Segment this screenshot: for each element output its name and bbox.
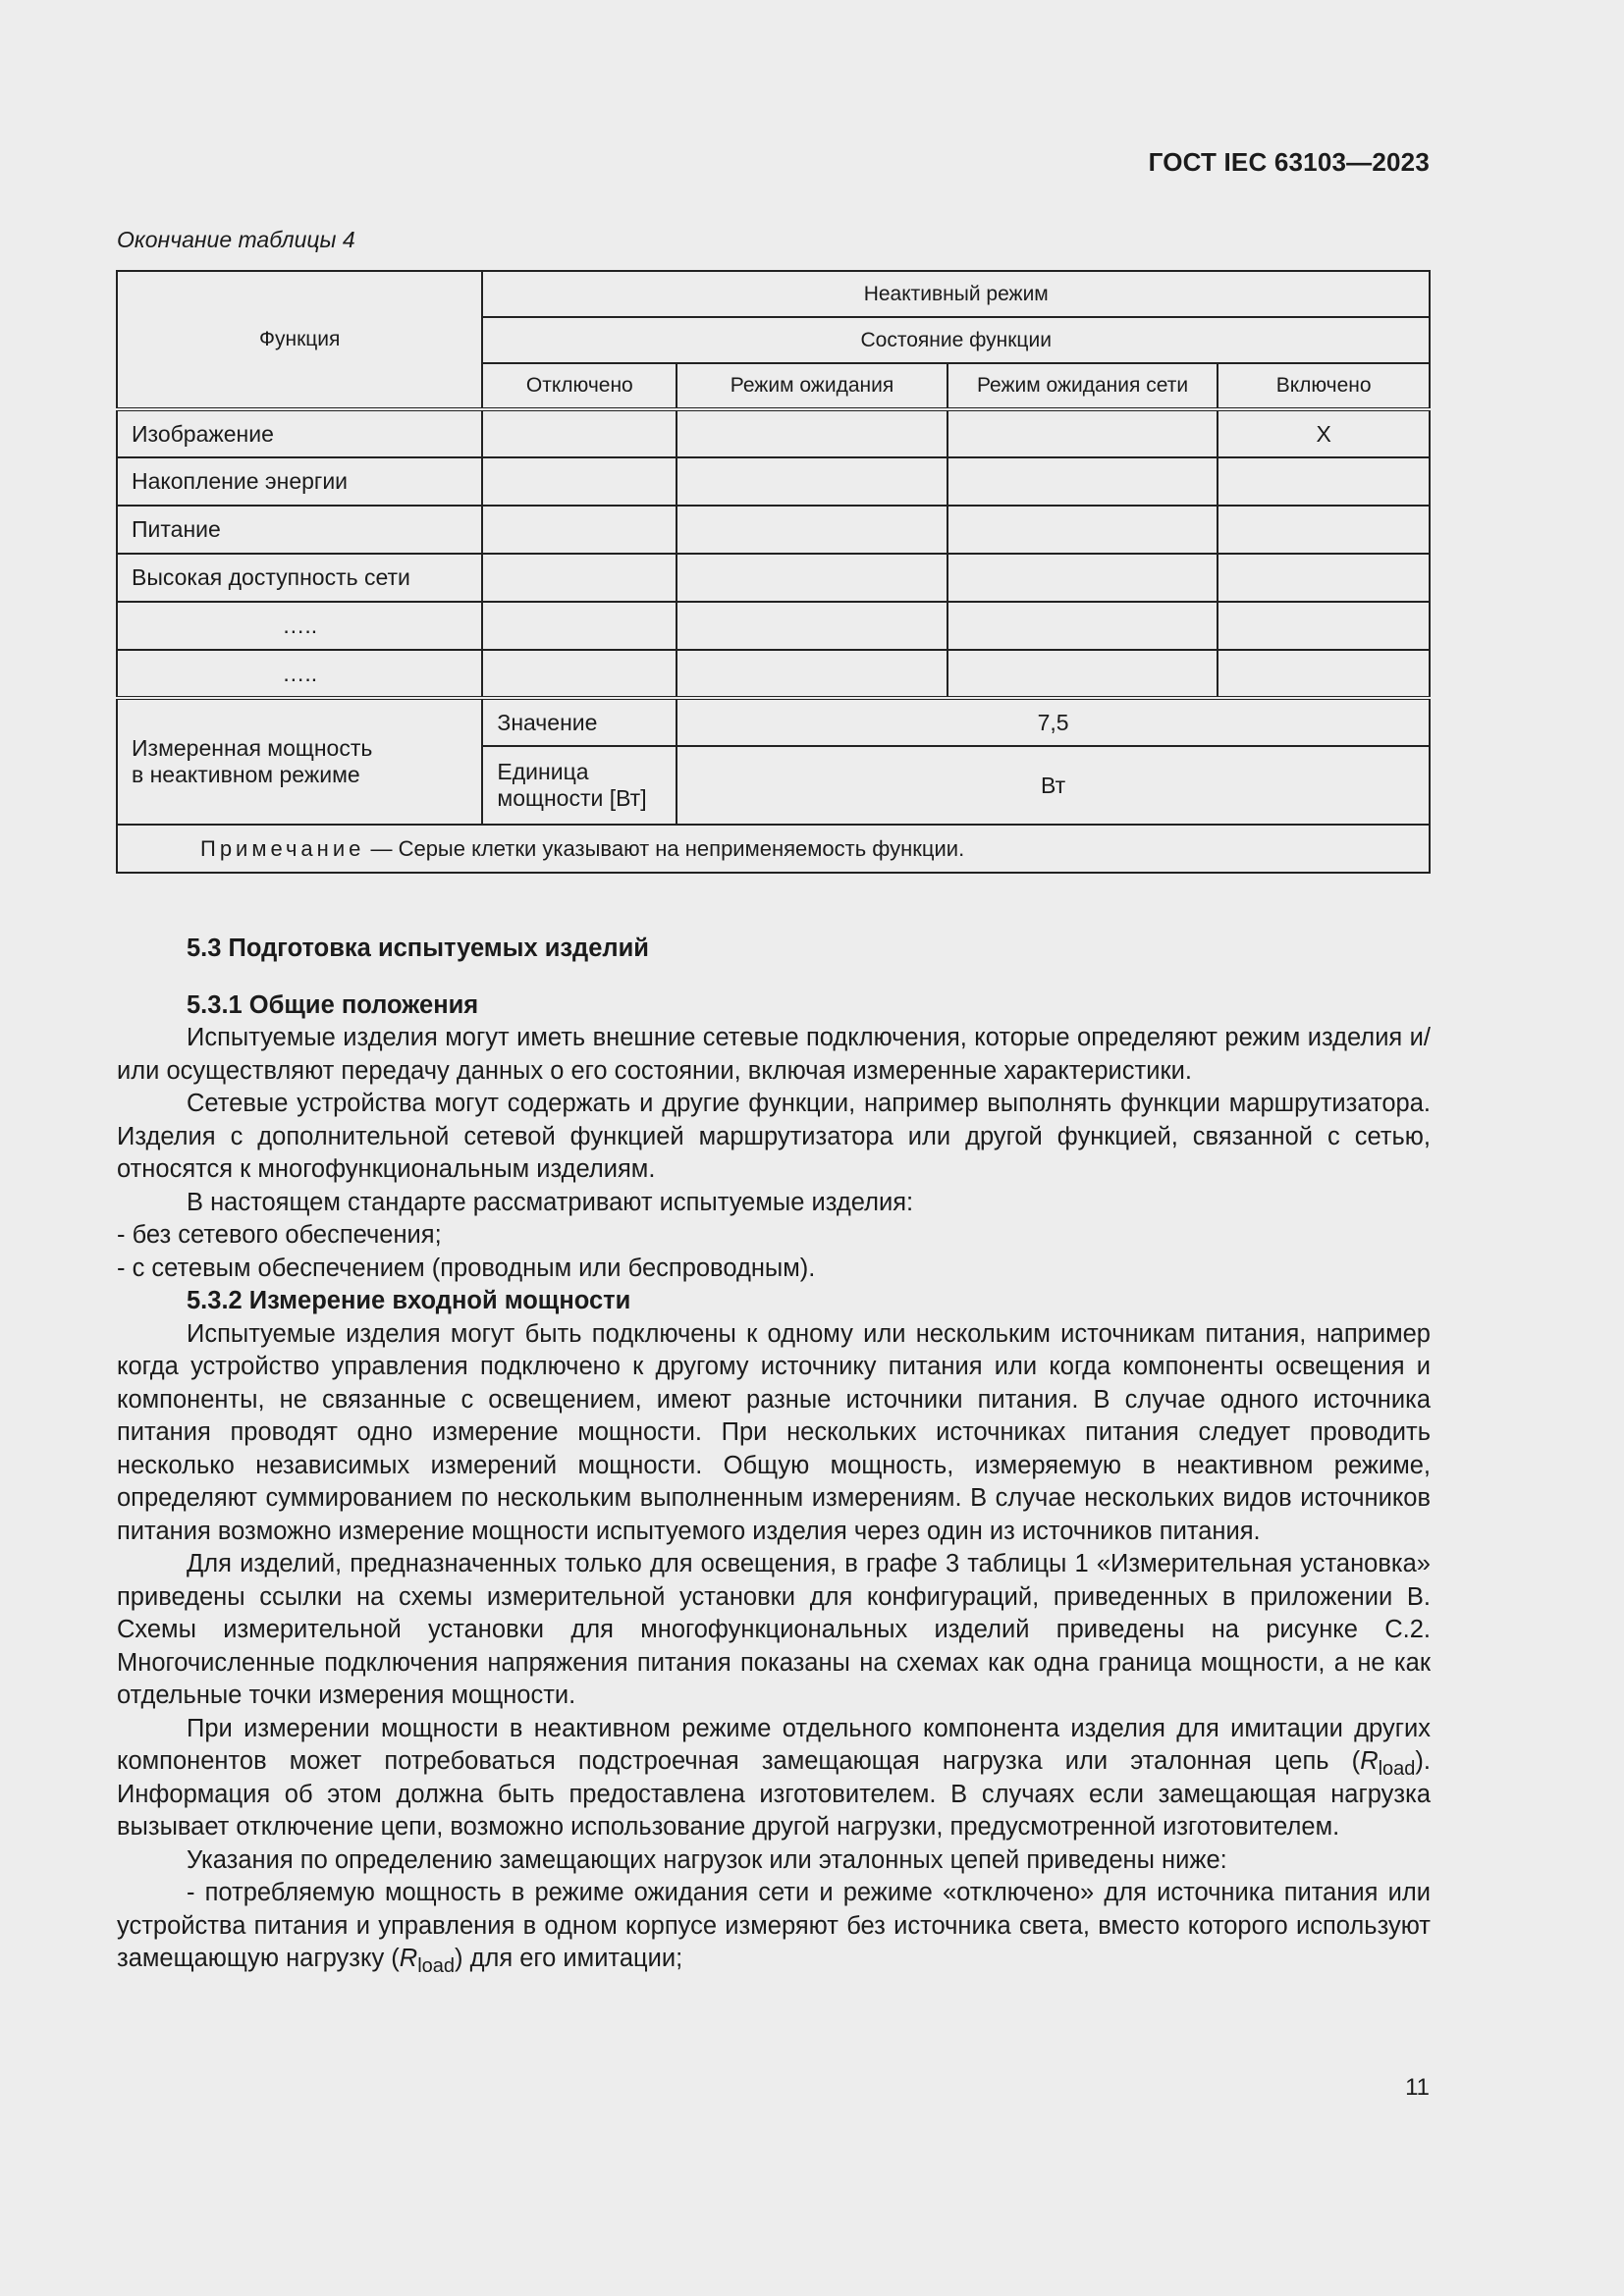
measured-power-label-line2: в неактивном режиме xyxy=(132,762,360,787)
measured-power-label xyxy=(117,698,482,825)
table-row xyxy=(117,602,1430,650)
table-cell xyxy=(947,409,1218,457)
unit-label xyxy=(482,746,677,825)
paragraph: Для изделий, предназначенных только для освещения, в графе 3 таблицы 1 «Измерительная установка» приведены ссылки на схемы измерительной установки для конфигураций, приведенных в приложении B. Схемы измерительной установки для многофункциональных изделий приведены на рисунке C.2. Многочисленные подключения напряжения питания показаны на схемах как одна граница мощности, а не как отдельные точки измерения мощности. xyxy=(117,1550,1431,1709)
column-header: Режим ожидания xyxy=(677,363,947,409)
paragraph xyxy=(117,1713,1431,1844)
note-row xyxy=(117,825,1430,873)
table-cell xyxy=(947,554,1218,602)
document-id-header: ГОСТ IEC 63103—2023 xyxy=(1148,147,1430,177)
table-row xyxy=(117,506,1430,554)
table-cell xyxy=(1218,554,1430,602)
r-symbol: R xyxy=(399,1945,418,1972)
table-4 xyxy=(116,270,1431,874)
unit-label-line1: Единица xyxy=(497,759,589,784)
table-cell xyxy=(482,554,677,602)
column-header: Включено xyxy=(1218,363,1430,409)
function-name: ….. xyxy=(117,602,482,650)
table-cell xyxy=(482,457,677,506)
table-cell xyxy=(677,457,947,506)
section-body xyxy=(117,933,1431,1976)
table-row xyxy=(117,457,1430,506)
function-name: Высокая доступность сети xyxy=(117,554,482,602)
table-cell xyxy=(482,409,677,457)
unit-label-line2: мощности [Вт] xyxy=(497,785,647,811)
r-symbol: R xyxy=(1360,1747,1379,1775)
load-subscript: load xyxy=(417,1955,456,1977)
table-cell xyxy=(947,650,1218,698)
paragraph: Сетевые устройства могут содержать и другие функции, например выполнять функции маршрутизатора. Изделия с дополнительной сетевой функцией маршрутизатора или другой функцией, связанной с сетью, относятся к многофункциональным изделиям. xyxy=(117,1090,1431,1183)
table-note xyxy=(117,825,1430,873)
table-cell xyxy=(1218,457,1430,506)
table-cell xyxy=(947,457,1218,506)
table-cell xyxy=(677,506,947,554)
note-label: Примечание xyxy=(200,835,365,861)
table-cell: X xyxy=(1218,409,1430,457)
measured-value: 7,5 xyxy=(677,698,1430,746)
table-cell xyxy=(947,506,1218,554)
table-row xyxy=(117,554,1430,602)
page-number: 11 xyxy=(1405,2074,1430,2101)
measured-power-row xyxy=(117,698,1430,746)
paragraph: В настоящем стандарте рассматривают испытуемые изделия: xyxy=(187,1188,914,1216)
table-caption: Окончание таблицы 4 xyxy=(117,227,355,252)
text-fragment: ). Информация об этом должна быть предоставлена изготовителем. В случаях если замещающая нагрузка вызывает отключение цепи, возможно использование другой нагрузки, предусмотренной изготовителем. xyxy=(117,1747,1431,1841)
state-header: Состояние функции xyxy=(482,317,1430,363)
value-label: Значение xyxy=(482,698,677,746)
section-heading-5-3-1: 5.3.1 Общие положения xyxy=(187,990,479,1019)
list-item: - без сетевого обеспечения; xyxy=(117,1221,442,1249)
text-fragment: ) для его имитации; xyxy=(455,1945,683,1972)
paragraph: Указания по определению замещающих нагрузок или эталонных цепей приведены ниже: xyxy=(187,1845,1227,1874)
table-cell xyxy=(677,554,947,602)
note-text: — Серые клетки указывают на неприменяемость функции. xyxy=(364,835,965,861)
section-heading-5-3: 5.3 Подготовка испытуемых изделий xyxy=(187,934,649,962)
measured-unit: Вт xyxy=(677,746,1430,825)
table-cell xyxy=(482,506,677,554)
function-name: Питание xyxy=(117,506,482,554)
paragraph xyxy=(117,1877,1431,1976)
table-cell xyxy=(947,602,1218,650)
table-cell xyxy=(482,650,677,698)
mode-header: Неактивный режим xyxy=(482,271,1430,317)
function-name: Изображение xyxy=(117,409,482,457)
paragraph: Испытуемые изделия могут быть подключены к одному или нескольким источникам питания, например когда устройство управления подключено к другому источнику питания или когда компоненты освещения и компоненты, не связанные с освещением, имеют разные источники питания. В случае одного источника питания проводят одно измерение мощности. При нескольких источниках питания следует проводить несколько независимых измерений мощности. Общую мощность, измеряемую в неактивном режиме, определяют суммированием по нескольким выполненным измерениям. В случае нескольких видов источников питания возможно измерение мощности испытуемого изделия через один из источников питания. xyxy=(117,1319,1431,1545)
table-row xyxy=(117,409,1430,457)
table-cell xyxy=(482,602,677,650)
text-fragment: При измерении мощности в неактивном режиме отдельного компонента изделия для имитации других компонентов может потребоваться подстроечная замещающая нагрузка или эталонная цепь ( xyxy=(117,1714,1431,1775)
measured-power-label-line1: Измеренная мощность xyxy=(132,735,373,761)
function-name: Накопление энергии xyxy=(117,457,482,506)
function-header: Функция xyxy=(117,271,482,409)
paragraph: Испытуемые изделия могут иметь внешние сетевые подключения, которые определяют режим изделия и/или осуществляют передачу данных о его состоянии, включая измеренные характеристики. xyxy=(117,1024,1431,1085)
table-cell xyxy=(677,409,947,457)
section-heading-5-3-2: 5.3.2 Измерение входной мощности xyxy=(187,1287,631,1314)
table-cell xyxy=(677,650,947,698)
table-cell xyxy=(1218,602,1430,650)
table-row xyxy=(117,650,1430,698)
table-cell xyxy=(677,602,947,650)
text-fragment: - потребляемую мощность в режиме ожидания сети и режиме «отключено» для источника питания или устройства питания и управления в одном корпусе измеряют без источника света, вместо которого используют замещающую нагрузку ( xyxy=(117,1879,1431,1972)
table-cell xyxy=(1218,506,1430,554)
column-header: Отключено xyxy=(482,363,677,409)
function-name: ….. xyxy=(117,650,482,698)
load-subscript: load xyxy=(1378,1758,1416,1780)
list-item: - с сетевым обеспечением (проводным или беспроводным). xyxy=(117,1254,816,1282)
column-header: Режим ожидания сети xyxy=(947,363,1218,409)
table-cell xyxy=(1218,650,1430,698)
